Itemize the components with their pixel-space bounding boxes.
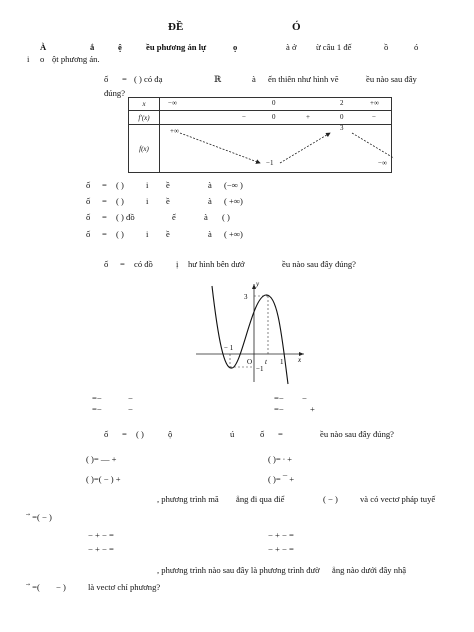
x-value: −∞	[168, 99, 177, 107]
q1-text: ℝ	[214, 74, 222, 84]
opt-text: i	[146, 196, 149, 206]
x-value: 2	[340, 99, 344, 107]
y-tick-neg1: −1	[256, 365, 264, 373]
q1-text: ( ) có đạ	[134, 74, 163, 84]
q3-text: ố	[104, 429, 109, 439]
instr-word: i	[27, 54, 30, 64]
x-row	[160, 98, 392, 111]
opt-text: à	[204, 212, 208, 222]
opt-text: ố	[86, 212, 91, 222]
instr-word: À	[40, 42, 47, 52]
q1-text: =	[122, 74, 127, 84]
q3-text: ộ	[168, 429, 173, 439]
instr-word: ều phương án lự	[146, 42, 207, 52]
f-row	[160, 125, 392, 173]
f-value: +∞	[170, 127, 179, 135]
x-tick-neg1: − 1	[224, 344, 234, 352]
q3-option-a[interactable]: ( )= — +	[86, 454, 117, 464]
q5-text: ⃗ =(	[30, 582, 40, 592]
x-axis-label: x	[298, 356, 302, 364]
q1-text: ều nào sau đây	[366, 74, 417, 84]
q5-text: − )	[56, 582, 66, 592]
sign: +	[306, 113, 310, 121]
opt-text: =	[102, 196, 107, 206]
opt-text: =	[102, 229, 107, 239]
opt-text: =−	[274, 393, 284, 403]
q2-text: ố	[104, 259, 109, 269]
opt-text: =	[102, 180, 107, 190]
sign: 0	[340, 113, 344, 121]
q1-text: ến thiên như hình vẽ	[268, 74, 339, 84]
opt-text: à	[208, 180, 212, 190]
opt-text: ố	[86, 180, 91, 190]
y-tick-3: 3	[244, 293, 248, 301]
q2-text: ều nào sau đây đúng?	[282, 259, 356, 269]
sign: 0	[272, 113, 276, 121]
q5-text: ẳng nào dưới đây nhậ	[332, 565, 407, 575]
f-value: −∞	[378, 159, 387, 167]
opt-text: =−	[92, 393, 102, 403]
q5-text: , phương trình nào sau đây là phương trình đườ	[157, 565, 320, 575]
opt-text: ề	[166, 180, 170, 190]
q2-text: =	[120, 259, 125, 269]
q2-text: hư hình bên dướ	[188, 259, 245, 269]
x-label: x	[129, 98, 160, 111]
instr-word: ó	[414, 42, 419, 52]
variation-arrows	[160, 125, 394, 173]
fp-row	[160, 111, 392, 125]
q4-text: ( − )	[323, 494, 338, 504]
q3-text: ú	[230, 429, 235, 439]
instr-word: à ở	[286, 42, 297, 52]
q4-text: và có vectơ pháp tuyế	[360, 494, 436, 504]
q3-option-c[interactable]: ( )=( − ) +	[86, 474, 121, 484]
q4-text: ẳng đi qua điể	[236, 494, 285, 504]
q1-text: à	[252, 74, 256, 84]
q3-option-b[interactable]: ( )= ∙ +	[268, 454, 293, 464]
opt-text: ( +∞)	[224, 229, 243, 239]
opt-text: i	[146, 180, 149, 190]
q3-text: =	[278, 429, 283, 439]
x-value: +∞	[370, 99, 379, 107]
opt-text: ề	[166, 229, 170, 239]
q4-vector: ⃗ =( − )	[30, 512, 52, 522]
origin-label: O	[247, 358, 253, 366]
opt-text: à	[208, 196, 212, 206]
opt-text: à	[208, 229, 212, 239]
opt-text: (−∞ )	[224, 180, 243, 190]
x-value: 0	[272, 99, 276, 107]
opt-text: −	[128, 404, 133, 414]
opt-text: −	[128, 393, 133, 403]
instr-word: ột phương án.	[52, 54, 100, 64]
opt-text: ( +∞)	[224, 196, 243, 206]
opt-text: +	[310, 404, 315, 414]
q2-text: có đồ	[134, 259, 153, 269]
opt-text: ( )	[116, 196, 124, 206]
opt-text: ế	[172, 212, 176, 222]
f-label: f(x)	[129, 125, 160, 173]
q3-text: ( )	[136, 429, 144, 439]
q3-text: ố	[260, 429, 265, 439]
q1-text: đúng?	[104, 88, 126, 98]
variation-table	[128, 97, 392, 173]
q1-text: ố	[104, 74, 109, 84]
opt-text: =−	[92, 404, 102, 414]
f-value: 3	[340, 124, 344, 132]
q4-option-b[interactable]: − + − =	[268, 530, 294, 540]
instr-word: o	[40, 54, 45, 64]
cubic-graph	[192, 278, 312, 388]
opt-text: ( )	[222, 212, 230, 222]
opt-text: ( )	[116, 180, 124, 190]
q3-text: ều nào sau đây đúng?	[320, 429, 394, 439]
opt-text: ề	[166, 196, 170, 206]
instr-word: ọ	[233, 42, 238, 52]
q4-option-d[interactable]: − + − =	[268, 544, 294, 554]
sign: −	[242, 113, 246, 121]
title-right: Ó	[292, 21, 301, 33]
x-tick-1: 1	[280, 358, 284, 366]
opt-text: ố	[86, 196, 91, 206]
instr-word: ồ	[384, 42, 389, 52]
title-left: ĐỀ	[168, 21, 184, 33]
opt-text: i	[146, 229, 149, 239]
opt-text: ( ) đồ	[116, 212, 135, 222]
opt-text: =	[102, 212, 107, 222]
instr-word: ệ	[118, 42, 122, 52]
q4-text: , phương trình mă	[157, 494, 219, 504]
sign: −	[372, 113, 376, 121]
q4-option-c[interactable]: − + − =	[88, 544, 114, 554]
q2-text: ị	[176, 259, 179, 269]
t-label: t	[265, 358, 267, 366]
q4-option-a[interactable]: − + − =	[88, 530, 114, 540]
opt-text: ố	[86, 229, 91, 239]
y-axis-label: y	[256, 280, 260, 288]
q5-text: là vectơ chỉ phương?	[88, 582, 161, 592]
f-value: −1	[266, 159, 274, 167]
instr-word: ắ	[90, 42, 95, 52]
fp-label: f′(x)	[129, 111, 160, 125]
instr-word: ừ câu 1 đế	[316, 42, 352, 52]
opt-text: −	[302, 393, 307, 403]
opt-text: =−	[274, 404, 284, 414]
opt-text: ( )	[116, 229, 124, 239]
q3-text: =	[122, 429, 127, 439]
q3-option-d[interactable]: ( )= ¯ +	[268, 474, 295, 484]
